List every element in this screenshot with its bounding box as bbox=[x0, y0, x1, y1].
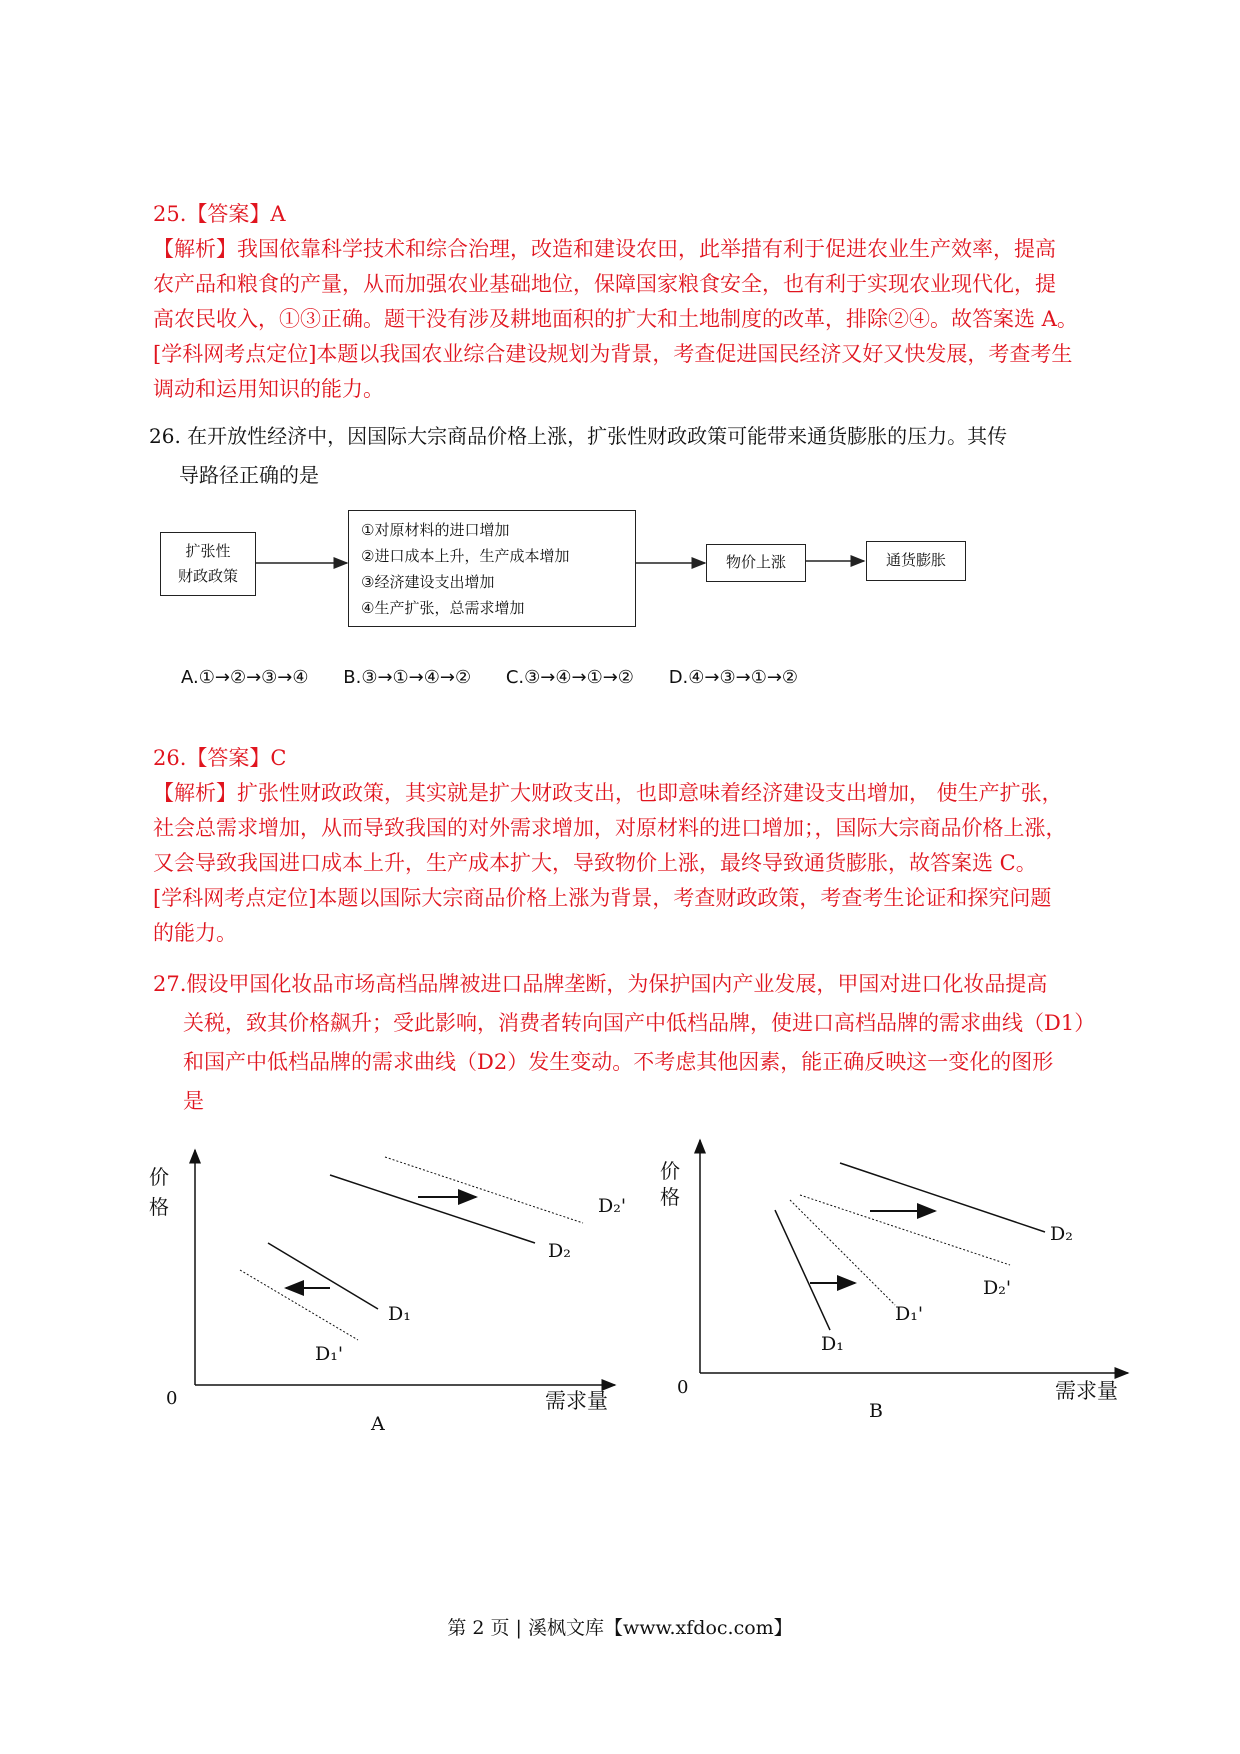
graph-a-d1p bbox=[240, 1270, 358, 1340]
graph-b-d2-label: D₂ bbox=[1050, 1223, 1073, 1245]
flow-mid-label: 物价上涨 bbox=[725, 553, 786, 571]
flow-items-box bbox=[348, 510, 636, 627]
graph-a bbox=[195, 1150, 615, 1385]
q26-answer-line-2: 社会总需求增加，从而导致我国的对外需求增加，对原材料的进口增加；，国际大宗商品价格上涨， bbox=[153, 816, 1067, 840]
flow-end-label: 通货膨胀 bbox=[885, 551, 946, 569]
graph-a-d1 bbox=[268, 1243, 378, 1309]
graph-b-d2p-label: D₂' bbox=[983, 1277, 1012, 1299]
q27-line-2: 关税，致其价格飙升；受此影响，消费者转向国产中低档品牌，使进口高档品牌的需求曲线（D1） bbox=[183, 1011, 1096, 1035]
flow-item-1: ①对原材料的进口增加 bbox=[361, 521, 510, 539]
q25-line-5: 调动和运用知识的能力。 bbox=[153, 377, 384, 401]
flow-start-line-1: 扩张性 bbox=[185, 542, 231, 560]
q25-line-4: [学科网考点定位]本题以我国农业综合建设规划为背景，考查促进国民经济又好又快发展，考查考生 bbox=[153, 342, 1073, 366]
q25-line-3: 高农民收入，①③正确。题干没有涉及耕地面积的扩大和土地制度的改革，排除②④。故答案选 A。 bbox=[153, 307, 1078, 331]
graph-b-origin: 0 bbox=[677, 1377, 689, 1398]
graph-a-origin: 0 bbox=[166, 1388, 178, 1409]
q27-line-4: 是 bbox=[183, 1089, 204, 1113]
graph-b-x-label: 需求量 bbox=[1055, 1379, 1118, 1403]
q26-answer-heading: 26.【答案】C bbox=[153, 746, 287, 770]
graph-b-d2 bbox=[840, 1163, 1045, 1232]
graph-a-d1-label: D₁ bbox=[388, 1303, 411, 1325]
q27-stem bbox=[153, 965, 1096, 1121]
graph-b-y-label-text: 价 格 bbox=[660, 1159, 680, 1209]
option-c: C.③→④→①→② bbox=[505, 667, 634, 688]
option-b: B.③→①→④→② bbox=[343, 667, 472, 688]
graph-a-d2p bbox=[385, 1157, 583, 1223]
q26-options bbox=[181, 667, 827, 688]
flow-item-3: ③经济建设支出增加 bbox=[361, 573, 495, 591]
graph-a-y-label bbox=[149, 1162, 171, 1222]
q26-answer-line-5: 的能力。 bbox=[153, 921, 237, 945]
q25-heading: 25.【答案】A bbox=[153, 202, 286, 226]
q27-line-1: 27.假设甲国化妆品市场高档品牌被进口品牌垄断，为保护国内产业发展，甲国对进口化妆品提高 bbox=[153, 972, 1048, 996]
q26-stem-line-2: 导路径正确的是 bbox=[179, 463, 319, 487]
graph-b-caption: B bbox=[869, 1400, 883, 1422]
q25-line-2: 农产品和粮食的产量，从而加强农业基础地位，保障国家粮食安全，也有利于实现农业现代化，提 bbox=[153, 272, 1056, 296]
graph-b-d1-label: D₁ bbox=[821, 1333, 844, 1355]
graph-b-d1p-label: D₁' bbox=[895, 1303, 924, 1325]
q25-line-1: 【解析】我国依靠科学技术和综合治理，改造和建设农田，此举措有利于促进农业生产效率，提高 bbox=[153, 237, 1056, 261]
q25-answer bbox=[153, 197, 1093, 407]
graph-a-d2p-label: D₂' bbox=[598, 1195, 627, 1217]
flow-item-4: ④生产扩张，总需求增加 bbox=[361, 599, 525, 617]
q26-stem-line-1: 26. 在开放性经济中，因国际大宗商品价格上涨，扩张性财政政策可能带来通货膨胀的压力。其传 bbox=[149, 424, 1008, 448]
graph-a-y-label-text: 价 格 bbox=[149, 1165, 169, 1219]
graph-a-d1p-label: D₁' bbox=[315, 1343, 344, 1365]
flow-mid-box bbox=[706, 544, 806, 582]
flow-end-box bbox=[866, 541, 966, 581]
graph-b-y-label bbox=[660, 1158, 682, 1210]
page-footer: 第 2 页 | 溪枫文库【www.xfdoc.com】 bbox=[447, 1617, 793, 1639]
graph-b-d1 bbox=[775, 1210, 830, 1330]
q26-answer-line-1: 【解析】扩张性财政政策，其实就是扩大财政支出，也即意味着经济建设支出增加， 使生产扩张， bbox=[153, 781, 1063, 805]
graph-b-d2p bbox=[800, 1195, 1010, 1265]
graph-b-d1p bbox=[790, 1200, 895, 1305]
q26-answer bbox=[153, 741, 1093, 951]
graph-a-caption: A bbox=[371, 1413, 385, 1435]
graph-b bbox=[700, 1140, 1128, 1373]
q26-stem bbox=[149, 417, 1099, 495]
option-a: A.①→②→③→④ bbox=[181, 667, 309, 688]
q27-line-3: 和国产中低档品牌的需求曲线（D2）发生变动。不考虑其他因素，能正确反映这一变化的图形 bbox=[183, 1050, 1054, 1074]
graph-a-d2-label: D₂ bbox=[548, 1240, 571, 1262]
flow-start-line-2: 财政政策 bbox=[177, 567, 238, 585]
q26-answer-line-3: 又会导致我国进口成本上升，生产成本扩大，导致物价上涨，最终导致通货膨胀，故答案选 C。 bbox=[153, 851, 1037, 875]
graph-a-d2 bbox=[330, 1175, 535, 1243]
q26-answer-line-4: [学科网考点定位]本题以国际大宗商品价格上涨为背景，考查财政政策，考查考生论证和探究问题 bbox=[153, 886, 1052, 910]
graph-a-x-label: 需求量 bbox=[545, 1389, 608, 1413]
flow-item-2: ②进口成本上升，生产成本增加 bbox=[361, 547, 570, 565]
option-d: D.④→③→①→② bbox=[668, 667, 799, 688]
flow-start-box bbox=[160, 532, 256, 596]
